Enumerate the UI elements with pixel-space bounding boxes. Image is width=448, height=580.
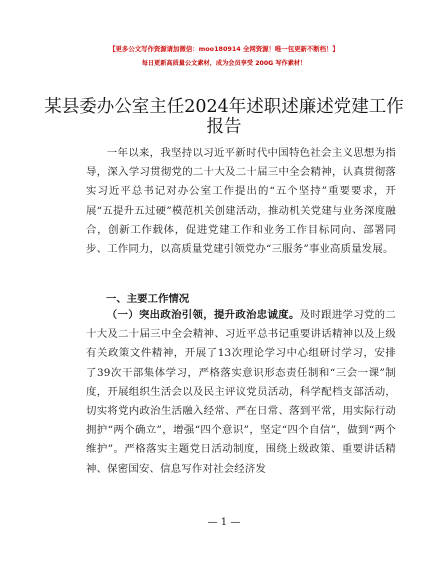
document-title: 某县委办公室主任2024年述职述廉述党建工作 — [44, 97, 404, 117]
promo-banner-line-1: 【更多公文写作资源请加微信：moo180914 全网资源！唯一包更新不断档！】 — [109, 45, 339, 53]
body-paragraph — [86, 306, 396, 479]
intro-paragraph: 一年以来，我坚持以习近平新时代中国特色社会主义思想为指导，深入学习贯彻党的二十大及二十届三中全会精神，认真贯彻落实习近平总书记对办公室工作提出的“五个坚持”重要要求，开展“五提升五过硬”模范机关创建活动，推动机关党建与业务深度融合，创新工作载体，促进党建工作和业务工作目标同向、部署同步、工作同力，以高质量党建引领党办“三服务”事业高质量发展。 — [86, 147, 396, 256]
section-heading: 一、主要工作情况 — [106, 293, 190, 305]
document-title-continued: 报告 — [206, 117, 242, 137]
page-number: — 1 — — [207, 517, 241, 528]
body-paragraph-text: 及时跟进学习党的二十大及二十届三中全会精神、习近平总书记重要讲话精神以及上级有关政策文件精神，开展了13次理论学习中心组研讨学习，安排了39次干部集体学习，严格落实意识形态责任制和“三会一课”制度，开展组织生活会以及民主评议党员活动，科学配档支部活动，切实将党内政治生活融入经常、严在日常、落到平常，用实际行动拥护“两个确立”，增强“四个意识”，坚定“四个自信”，做到“两个维护”。严格落实主题党日活动制度，围绕上级政策、重要讲话精神、保密国安、信息写作对社会经济发 — [86, 309, 396, 475]
promo-banner-line-2: 每日更新高质量公文素材，成为会员享受 200G 写作素材！ — [141, 60, 307, 67]
subsection-heading: （一）突出政治引领，提升政治忠诚度。 — [106, 309, 300, 321]
